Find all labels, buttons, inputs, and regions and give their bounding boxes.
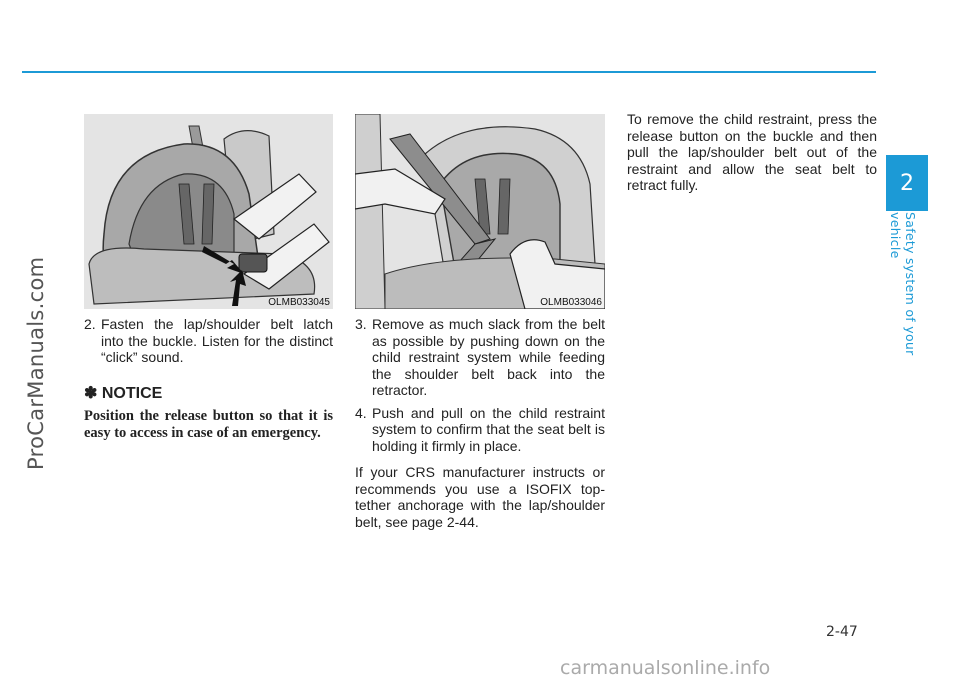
- remove-slack-illustration: [355, 114, 605, 309]
- figure-remove-slack: [355, 114, 605, 309]
- step-number: 4.: [355, 404, 367, 421]
- step-number: 3.: [355, 316, 367, 332]
- step-text: Push and pull on the child restraint system to confirm that the seat belt is holding it firmly in place.: [372, 404, 605, 454]
- notice-body: Position the release button so that it is easy to access in case of an emergency.: [84, 408, 333, 441]
- chapter-tab: [886, 155, 928, 211]
- header-rule: [22, 71, 876, 73]
- figure-child-seat-buckle: [84, 114, 333, 309]
- instruction-step: [84, 316, 333, 366]
- child-seat-buckle-illustration: [84, 114, 333, 309]
- remove-restraint-paragraph: To remove the child restraint, press the release button on the buckle and then pull the lap/shoulder belt out of the restraint and allow the seat belt to retract fully.: [627, 111, 877, 193]
- chapter-number: 2: [900, 170, 914, 196]
- figure-code: OLMB033046: [540, 297, 602, 308]
- figure-code: OLMB033045: [268, 297, 330, 308]
- middle-column: [355, 316, 605, 530]
- step-text: Fasten the lap/shoulder belt latch into the buckle. Listen for the distinct “click” sound.: [101, 316, 333, 365]
- right-column: [627, 111, 877, 194]
- step-number: 2.: [84, 316, 96, 332]
- left-column: [84, 316, 333, 441]
- page-number: 2-47: [826, 624, 858, 640]
- instruction-step: [355, 405, 605, 455]
- instruction-step: [355, 316, 605, 399]
- isofix-paragraph: If your CRS manufacturer instructs or recommends you use a ISOFIX top-tether anchorage with the lap/shoulder belt, see page 2-44.: [355, 464, 605, 530]
- watermark-side: ProCarManuals.com: [24, 256, 48, 470]
- watermark-bottom: carmanualsonline.info: [560, 657, 771, 679]
- chapter-title: Safety system of your vehicle: [888, 212, 918, 356]
- notice-title: ✽ NOTICE: [84, 384, 163, 402]
- step-text: Remove as much slack from the belt as possible by pushing down on the child restraint system while feeding the shoulder belt back into the retractor.: [372, 316, 605, 398]
